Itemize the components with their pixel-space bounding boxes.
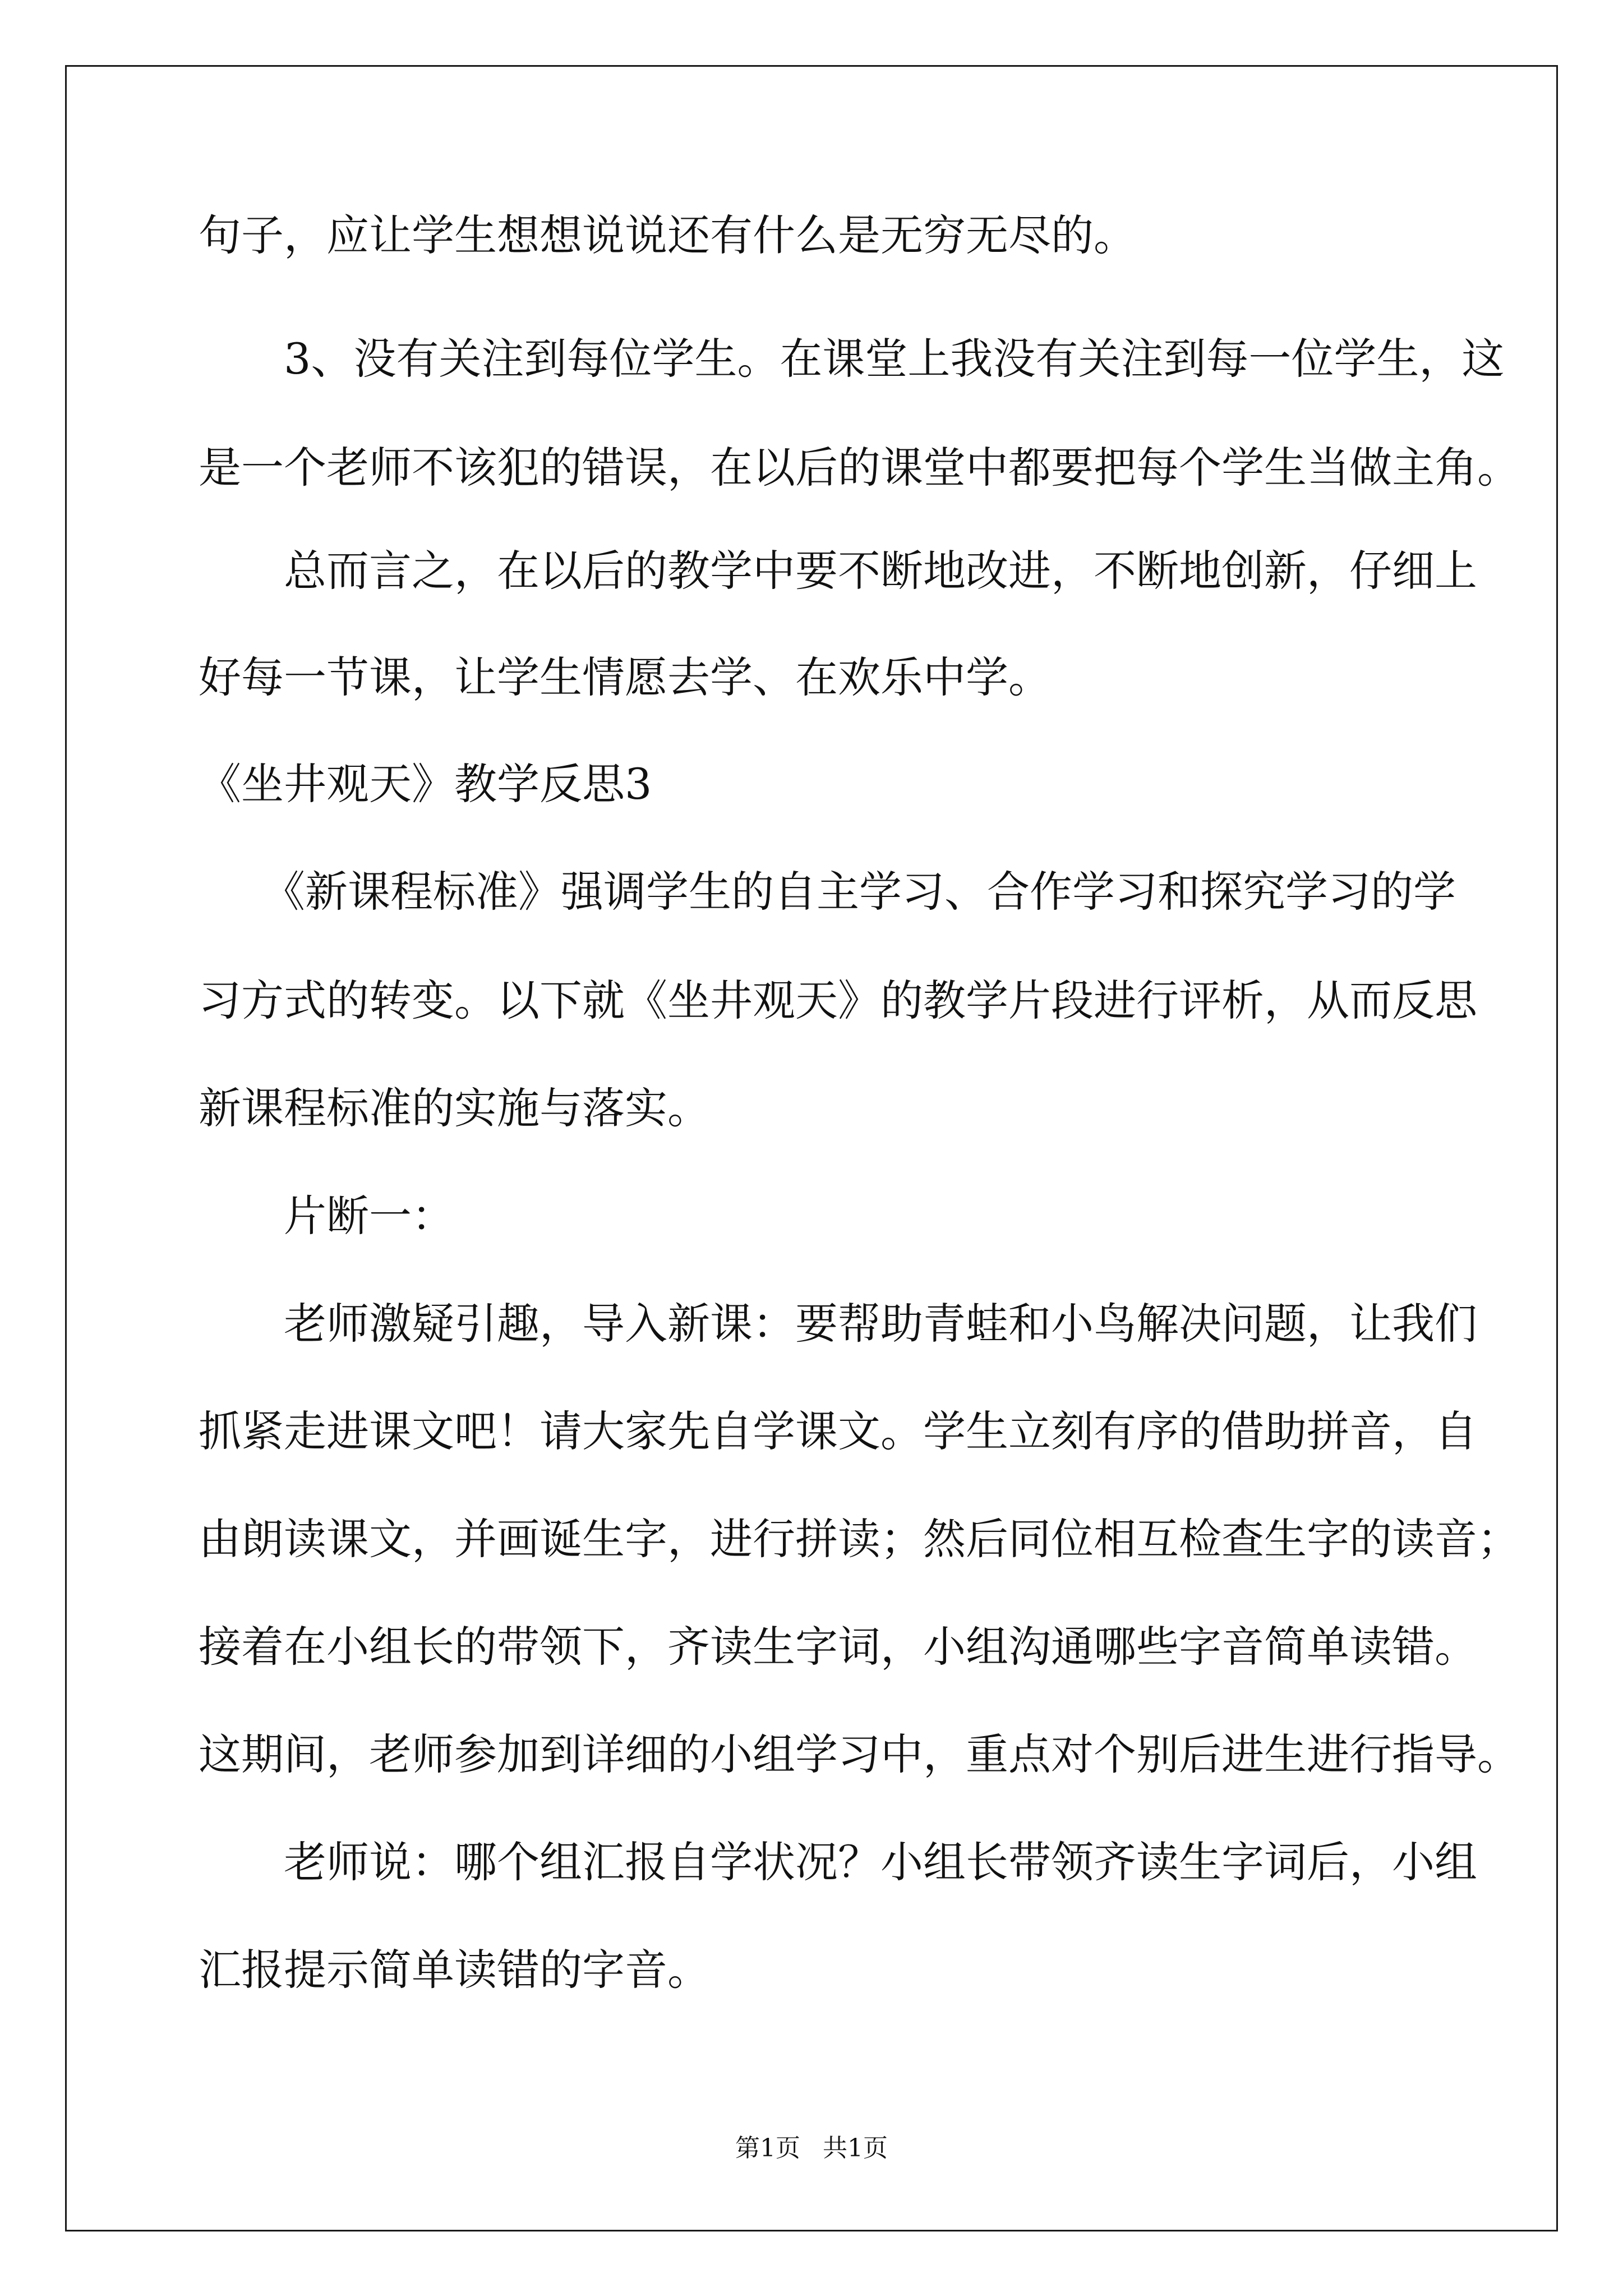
page-footer xyxy=(0,2132,1623,2165)
paragraph-line: 句子，应让学生想想说说还有什么是无穷无尽的。 xyxy=(199,210,1136,260)
paragraph-line: 新课程标准的实施与落实。 xyxy=(199,1083,710,1133)
page-total: 共1页 xyxy=(823,2134,888,2162)
paragraph-line: 总而言之，在以后的教学中要不断地改进，不断地创新，仔细上 xyxy=(199,546,1477,596)
paragraph-line: 抓紧走进课文吧！请大家先自学课文。学生立刻有序的借助拼音，自 xyxy=(199,1406,1477,1456)
paragraph-line: 好每一节课，让学生情愿去学、在欢乐中学。 xyxy=(199,652,1051,702)
page-number: 第1页 xyxy=(735,2134,800,2162)
paragraph-line: 《新课程标准》强调学生的自主学习、合作学习和探究学习的学 xyxy=(199,867,1456,917)
paragraph-line: 3、没有关注到每位学生。在课堂上我没有关注到每一位学生，这 xyxy=(199,334,1505,384)
paragraph-line: 片断一： xyxy=(199,1191,454,1241)
paragraph-line: 这期间，老师参加到详细的小组学习中，重点对个别后进生进行指导。 xyxy=(199,1729,1520,1779)
paragraph-line: 汇报提示简单读错的字音。 xyxy=(199,1945,710,1995)
paragraph-line: 老师激疑引趣，导入新课：要帮助青蛙和小鸟解决问题，让我们 xyxy=(199,1299,1477,1349)
page-border xyxy=(65,65,1558,2231)
section-heading: 《坐井观天》教学反思3 xyxy=(199,759,652,809)
paragraph-line: 是一个老师不该犯的错误，在以后的课堂中都要把每个学生当做主角。 xyxy=(199,443,1520,493)
paragraph-line: 接着在小组长的带领下，齐读生字词，小组沟通哪些字音简单读错。 xyxy=(199,1622,1477,1672)
paragraph-line: 习方式的转变。以下就《坐井观天》的教学片段进行评析，从而反思 xyxy=(199,976,1477,1025)
paragraph-line: 老师说：哪个组汇报自学状况？小组长带领齐读生字词后，小组 xyxy=(199,1837,1477,1887)
paragraph-line: 由朗读课文，并画诞生字，进行拼读；然后同位相互检查生字的读音； xyxy=(199,1514,1520,1564)
